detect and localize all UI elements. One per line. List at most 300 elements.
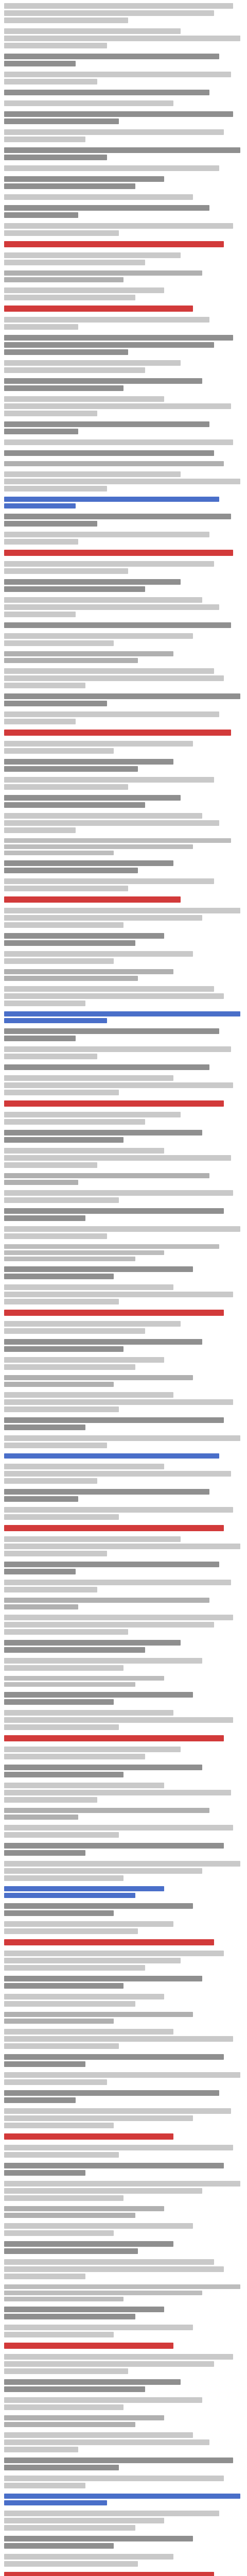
text-line <box>4 1507 233 1513</box>
paragraph <box>4 1951 243 1971</box>
text-line <box>4 1299 119 1304</box>
paragraph <box>4 28 243 48</box>
paragraph <box>4 1615 243 1635</box>
paragraph <box>4 471 243 492</box>
text-line <box>4 287 164 293</box>
paragraph <box>4 951 243 964</box>
text-line <box>4 1082 233 1088</box>
text-line <box>4 1790 231 1795</box>
text-line <box>4 111 233 117</box>
paragraph <box>4 396 243 416</box>
paragraph <box>4 668 243 688</box>
paragraph <box>4 1994 243 2007</box>
text-line <box>4 194 193 200</box>
text-line <box>4 2115 193 2121</box>
bold-paragraph <box>4 1208 243 1221</box>
text-line <box>4 2476 224 2481</box>
text-line <box>4 986 214 992</box>
text-line <box>4 886 128 891</box>
text-line <box>4 1155 231 1161</box>
paragraph <box>4 2108 243 2128</box>
text-line <box>4 1346 123 1352</box>
link-text[interactable] <box>4 1453 243 1459</box>
text-line <box>4 2072 240 2078</box>
text-line <box>4 1364 135 1370</box>
text-line <box>4 205 209 211</box>
text-line <box>4 72 231 77</box>
text-line <box>4 147 240 153</box>
paragraph <box>4 1046 243 1059</box>
text-line <box>4 586 145 592</box>
text-line <box>4 1735 224 1741</box>
text-line <box>4 360 181 366</box>
paragraph <box>4 1190 243 1203</box>
bold-paragraph <box>4 421 243 434</box>
italic-paragraph <box>4 461 243 466</box>
text-line <box>4 479 240 484</box>
text-line <box>4 260 145 265</box>
paragraph <box>4 194 243 200</box>
text-line <box>4 2354 233 2360</box>
text-line <box>4 1640 181 1646</box>
paragraph <box>4 1710 243 1730</box>
section-heading <box>4 1310 243 1316</box>
text-line <box>4 2079 107 2085</box>
text-line <box>4 1310 224 1316</box>
text-line <box>4 896 181 903</box>
link-text[interactable] <box>4 1011 243 1023</box>
text-line <box>4 951 193 957</box>
paragraph <box>4 532 243 545</box>
text-line <box>4 18 128 23</box>
paragraph <box>4 597 243 617</box>
text-line <box>4 748 114 754</box>
text-line <box>4 2368 128 2374</box>
text-line <box>4 1054 97 1059</box>
paragraph <box>4 1536 243 1556</box>
section-heading <box>4 2343 243 2349</box>
text-line <box>4 622 231 628</box>
text-line <box>4 693 240 699</box>
bold-paragraph <box>4 1339 243 1352</box>
paragraph <box>4 3 243 23</box>
paragraph <box>4 360 243 373</box>
section-heading <box>4 730 243 736</box>
text-line <box>4 2543 114 2549</box>
paragraph <box>4 741 243 754</box>
text-line <box>4 1747 181 1752</box>
text-line <box>4 2284 240 2289</box>
text-line <box>4 1090 119 1095</box>
text-line <box>4 1119 145 1125</box>
text-line <box>4 539 78 545</box>
text-line <box>4 1471 231 1477</box>
text-line <box>4 1587 97 1592</box>
text-line <box>4 683 85 688</box>
paragraph <box>4 1825 243 1838</box>
italic-paragraph <box>4 1808 243 1820</box>
text-line <box>4 1868 202 1874</box>
text-line <box>4 2572 214 2576</box>
text-line <box>4 2432 193 2438</box>
text-line <box>4 784 128 790</box>
text-line <box>4 1647 145 1653</box>
text-line <box>4 1496 78 1502</box>
text-line <box>4 1983 123 1989</box>
text-line <box>4 532 209 537</box>
text-line <box>4 521 97 527</box>
text-line <box>4 1797 97 1803</box>
paragraph <box>4 2511 243 2531</box>
italic-paragraph <box>4 270 243 282</box>
text-line <box>4 597 202 603</box>
text-line <box>4 1425 85 1430</box>
bold-paragraph <box>4 1417 243 1430</box>
paragraph <box>4 1284 243 1304</box>
bold-paragraph <box>4 1064 243 1070</box>
text-line <box>4 1148 164 1154</box>
text-line <box>4 79 97 84</box>
text-line <box>4 2314 135 2319</box>
text-line <box>4 1489 209 1495</box>
text-line <box>4 1011 240 1016</box>
text-line <box>4 2554 173 2560</box>
text-line <box>4 1208 224 1214</box>
text-line <box>4 668 214 674</box>
link-text[interactable] <box>4 2494 243 2505</box>
text-line <box>4 1514 119 1520</box>
text-line <box>4 2188 202 2194</box>
text-line <box>4 1886 164 1891</box>
text-line <box>4 1036 76 1041</box>
text-line <box>4 1724 119 1730</box>
text-line <box>4 1357 164 1363</box>
text-line <box>4 1250 164 1255</box>
paragraph <box>4 1580 243 1592</box>
text-line <box>4 1162 97 1168</box>
text-line <box>4 61 76 66</box>
text-line <box>4 561 214 567</box>
text-line <box>4 993 224 999</box>
text-line <box>4 1190 233 1196</box>
section-heading <box>4 550 243 556</box>
bold-paragraph <box>4 2241 243 2254</box>
text-line <box>4 1765 202 1770</box>
text-line <box>4 1951 224 1956</box>
text-line <box>4 230 119 236</box>
text-line <box>4 2386 145 2392</box>
text-line <box>4 711 219 717</box>
paragraph <box>4 100 243 106</box>
text-line <box>4 1893 135 1898</box>
text-line <box>4 730 231 736</box>
paragraph <box>4 1112 243 1125</box>
bold-paragraph <box>4 514 243 527</box>
bold-paragraph <box>4 933 243 946</box>
text-line <box>4 90 209 95</box>
text-line <box>4 640 114 646</box>
link-text[interactable] <box>4 1886 243 1898</box>
text-line <box>4 1180 78 1185</box>
text-line <box>4 1173 209 1178</box>
text-line <box>4 2447 78 2452</box>
paragraph <box>4 2554 243 2567</box>
text-line <box>4 1692 193 1698</box>
text-line <box>4 1215 85 1221</box>
paragraph <box>4 986 243 1006</box>
bold-paragraph <box>4 1903 243 1916</box>
paragraph <box>4 1357 243 1370</box>
text-line <box>4 1226 240 1232</box>
text-line <box>4 2266 224 2272</box>
text-line <box>4 719 76 724</box>
text-line <box>4 2361 214 2367</box>
text-line <box>4 1257 135 1261</box>
text-line <box>4 2274 85 2279</box>
text-line <box>4 342 214 348</box>
text-line <box>4 349 128 355</box>
text-line <box>4 2325 193 2330</box>
section-heading <box>4 306 243 312</box>
text-line <box>4 1046 231 1052</box>
text-line <box>4 317 209 323</box>
text-line <box>4 1958 181 1963</box>
small-print <box>4 1676 243 1687</box>
text-line <box>4 43 107 48</box>
text-line <box>4 155 107 160</box>
text-line <box>4 1399 233 1405</box>
text-line <box>4 2561 138 2567</box>
text-line <box>4 183 135 189</box>
paragraph <box>4 2223 243 2236</box>
text-line <box>4 1772 123 1777</box>
text-line <box>4 2343 173 2349</box>
text-line <box>4 838 231 843</box>
paragraph <box>4 287 243 300</box>
text-line <box>4 1598 209 1603</box>
text-line <box>4 2029 173 2035</box>
text-line <box>4 795 181 801</box>
text-line <box>4 675 224 681</box>
text-line <box>4 701 107 706</box>
text-line <box>4 1274 114 1279</box>
text-line <box>4 28 181 34</box>
text-line <box>4 2397 202 2403</box>
text-line <box>4 1551 107 1556</box>
bold-paragraph <box>4 378 243 391</box>
text-line <box>4 878 214 884</box>
text-line <box>4 378 202 384</box>
paragraph <box>4 1464 243 1484</box>
paragraph <box>4 2476 243 2488</box>
text-line <box>4 2439 209 2445</box>
bold-paragraph <box>4 1028 243 1041</box>
text-line <box>4 1525 224 1531</box>
small-print <box>4 2284 243 2301</box>
italic-paragraph <box>4 1598 243 1609</box>
text-line <box>4 421 209 427</box>
text-line <box>4 651 173 656</box>
text-line <box>4 1875 123 1881</box>
text-line <box>4 1808 209 1813</box>
paragraph <box>4 1861 243 1881</box>
text-line <box>4 306 193 312</box>
text-line <box>4 1443 107 1448</box>
text-line <box>4 450 214 456</box>
text-line <box>4 252 181 258</box>
text-line <box>4 1292 233 1297</box>
text-line <box>4 2043 119 2049</box>
italic-paragraph <box>4 969 243 981</box>
link-text[interactable] <box>4 497 243 509</box>
text-line <box>4 2163 224 2168</box>
text-line <box>4 759 173 765</box>
text-line <box>4 2465 119 2470</box>
text-line <box>4 922 123 928</box>
section-heading <box>4 1735 243 1741</box>
text-line <box>4 1375 193 1380</box>
text-line <box>4 2152 119 2158</box>
text-line <box>4 604 219 610</box>
text-line <box>4 2097 76 2103</box>
text-line <box>4 1001 85 1006</box>
italic-paragraph <box>4 1375 243 1387</box>
bold-paragraph <box>4 795 243 808</box>
text-line <box>4 1994 164 1999</box>
paragraph <box>4 2072 243 2085</box>
text-line <box>4 820 219 826</box>
bold-paragraph <box>4 450 243 456</box>
text-line <box>4 1825 233 1831</box>
text-line <box>4 1453 219 1459</box>
italic-paragraph <box>4 2415 243 2427</box>
text-line <box>4 2036 233 2042</box>
text-line <box>4 1928 138 1934</box>
text-line <box>4 2001 135 2007</box>
paragraph <box>4 711 243 724</box>
paragraph <box>4 813 243 833</box>
text-line <box>4 1137 123 1143</box>
section-heading <box>4 1939 243 1945</box>
text-line <box>4 1478 97 1484</box>
text-line <box>4 2061 85 2067</box>
text-line <box>4 940 135 946</box>
bold-paragraph <box>4 1640 243 1653</box>
paragraph <box>4 2259 243 2279</box>
text-line <box>4 1417 224 1423</box>
text-line <box>4 2525 135 2531</box>
paragraph <box>4 633 243 646</box>
paragraph <box>4 1321 243 1334</box>
italic-paragraph <box>4 2206 243 2218</box>
paragraph <box>4 252 243 265</box>
bold-paragraph <box>4 1765 243 1777</box>
text-line <box>4 1244 219 1249</box>
text-line <box>4 579 181 585</box>
bold-paragraph <box>4 2163 243 2176</box>
text-line <box>4 2500 107 2505</box>
text-line <box>4 2518 164 2523</box>
section-heading <box>4 896 243 903</box>
paragraph <box>4 777 243 790</box>
text-line <box>4 1197 119 1203</box>
text-line <box>4 1717 233 1723</box>
text-line <box>4 176 164 182</box>
bold-paragraph <box>4 693 243 706</box>
text-line <box>4 2123 114 2128</box>
text-line <box>4 2019 114 2024</box>
text-line <box>4 777 214 783</box>
italic-paragraph <box>4 651 243 663</box>
text-line <box>4 2404 123 2410</box>
text-line <box>4 958 114 964</box>
paragraph <box>4 1392 243 1412</box>
text-line <box>4 568 128 574</box>
text-line <box>4 915 202 921</box>
text-line <box>4 612 76 617</box>
bold-paragraph <box>4 176 243 189</box>
paragraph <box>4 1226 243 1239</box>
text-line <box>4 1435 240 1441</box>
paragraph <box>4 878 243 891</box>
paragraph <box>4 1921 243 1934</box>
text-line <box>4 2291 202 2295</box>
paragraph <box>4 1507 243 1520</box>
section-heading <box>4 241 243 247</box>
bold-paragraph <box>4 2307 243 2319</box>
text-line <box>4 118 119 124</box>
text-line <box>4 2054 224 2060</box>
text-line <box>4 2494 240 2499</box>
text-line <box>4 741 193 747</box>
text-line <box>4 658 138 663</box>
text-line <box>4 1464 164 1469</box>
text-line <box>4 2133 173 2140</box>
paragraph <box>4 2145 243 2158</box>
text-line <box>4 2145 233 2150</box>
text-line <box>4 1130 202 1136</box>
text-line <box>4 461 224 466</box>
text-line <box>4 1569 76 1574</box>
text-line <box>4 429 78 434</box>
bold-paragraph <box>4 335 243 355</box>
text-line <box>4 1665 123 1671</box>
section-heading <box>4 2572 243 2576</box>
text-line <box>4 1658 202 1664</box>
bold-paragraph <box>4 1266 243 1279</box>
italic-paragraph <box>4 1173 243 1185</box>
text-line <box>4 2206 164 2211</box>
text-line <box>4 813 202 819</box>
bold-paragraph <box>4 1976 243 1989</box>
section-heading <box>4 1100 243 1107</box>
text-line <box>4 100 173 106</box>
bold-paragraph <box>4 2054 243 2067</box>
text-line <box>4 908 240 913</box>
text-line <box>4 827 76 833</box>
bold-paragraph <box>4 111 243 124</box>
text-line <box>4 1536 181 1542</box>
text-line <box>4 2458 233 2463</box>
text-line <box>4 802 145 808</box>
text-line <box>4 1562 219 1567</box>
bold-paragraph <box>4 2090 243 2103</box>
text-line <box>4 1910 114 1916</box>
text-line <box>4 1580 231 1585</box>
bold-paragraph <box>4 1562 243 1574</box>
paragraph <box>4 908 243 928</box>
text-line <box>4 1629 128 1635</box>
